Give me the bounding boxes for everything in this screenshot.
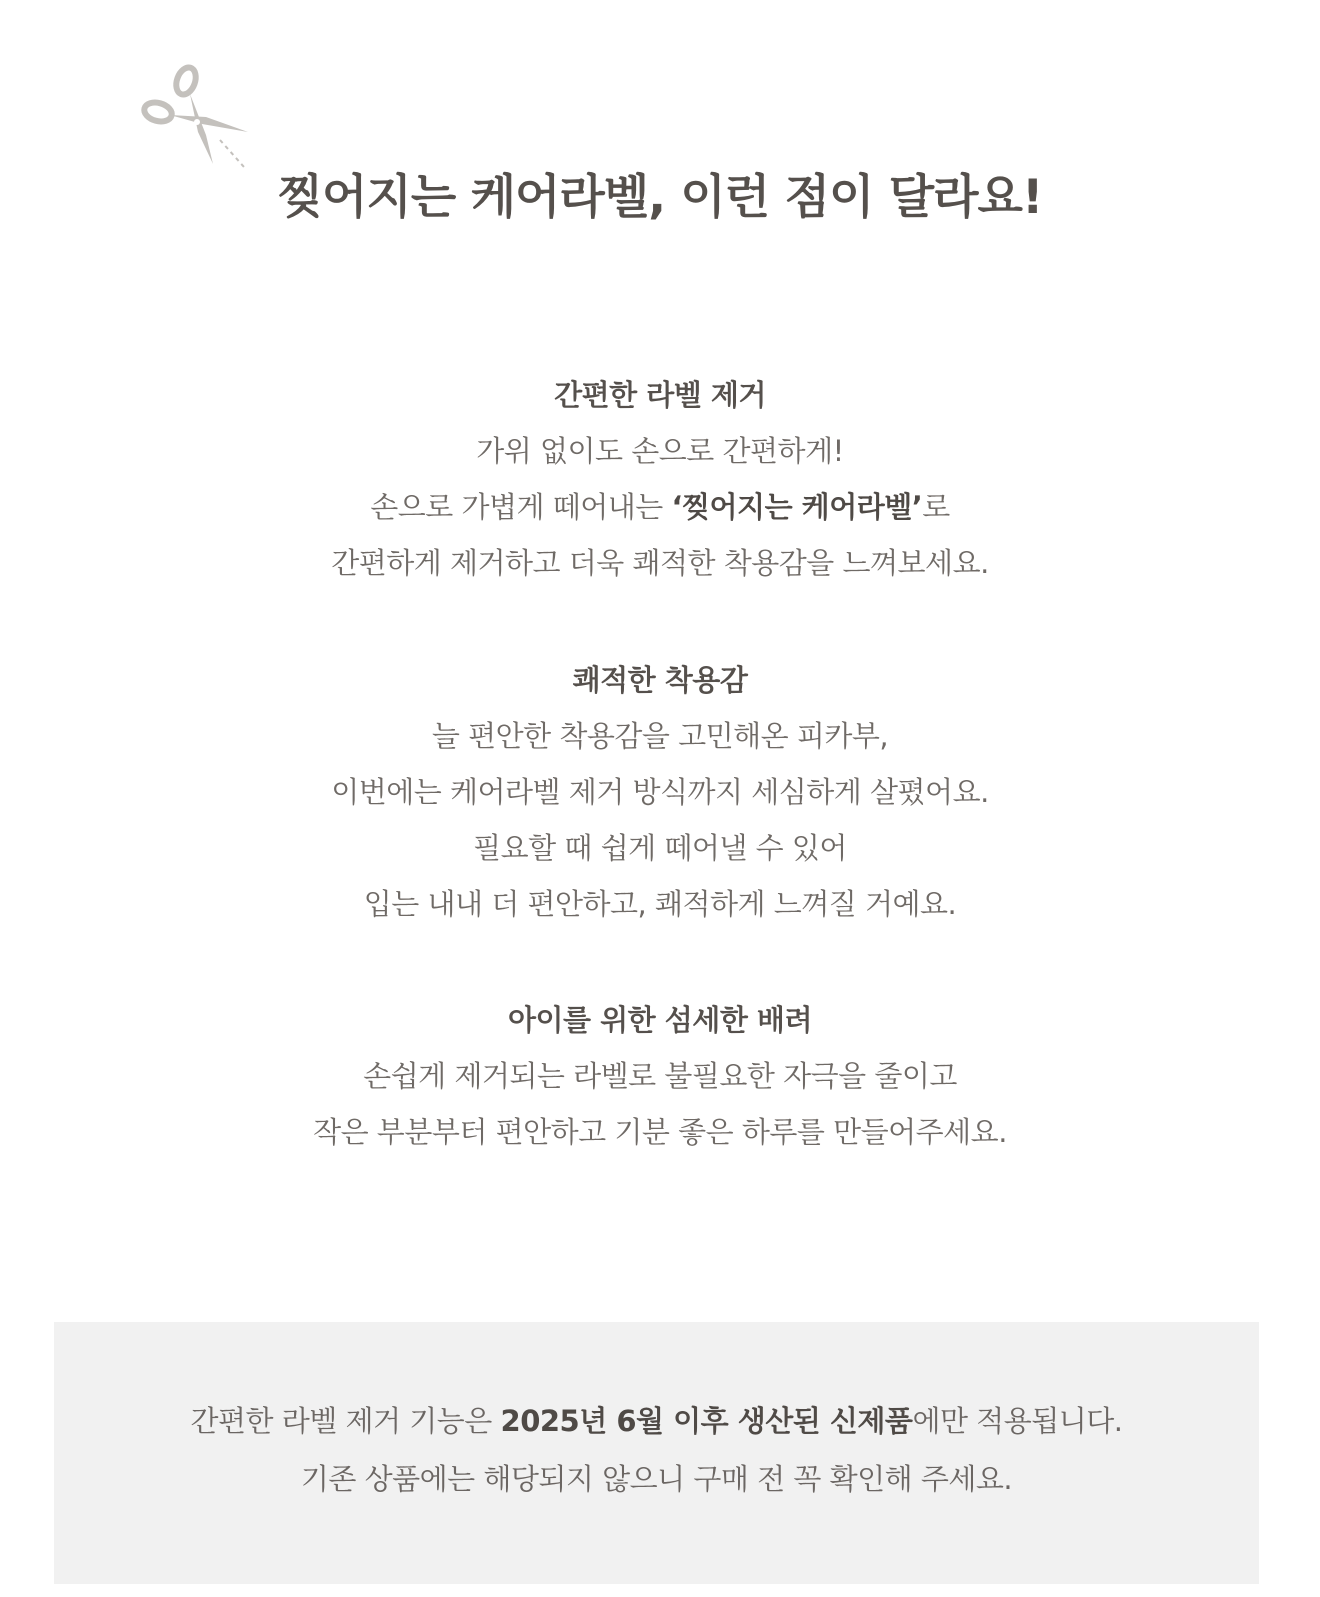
feature-easy-removal bbox=[0, 375, 1320, 583]
feature-line-text: 가위 없이도 손으로 간편하게! bbox=[476, 434, 844, 468]
feature-child-care bbox=[0, 1000, 1320, 1152]
notice-text: 에만 적용됩니다. bbox=[912, 1404, 1123, 1438]
notice-box bbox=[54, 1322, 1259, 1584]
feature-line bbox=[0, 1056, 1320, 1096]
feature-line bbox=[0, 716, 1320, 756]
feature-line-text: 늘 편안한 착용감을 고민해온 피카부, bbox=[431, 719, 889, 753]
notice-text: 기존 상품에는 해당되지 않으니 구매 전 꼭 확인해 주세요. bbox=[300, 1462, 1013, 1496]
feature-line bbox=[0, 828, 1320, 868]
feature-title: 쾌적한 착용감 bbox=[572, 663, 748, 697]
page-title: 찢어지는 케어라벨, 이런 점이 달라요! bbox=[277, 170, 1043, 225]
feature-line-text: 입는 내내 더 편안하고, 쾌적하게 느껴질 거예요. bbox=[363, 887, 957, 921]
feature-line bbox=[0, 543, 1320, 583]
notice-text: 간편한 라벨 제거 기능은 bbox=[190, 1404, 501, 1438]
feature-line-text: 간편하게 제거하고 더욱 쾌적한 착용감을 느껴보세요. bbox=[331, 546, 989, 580]
feature-line bbox=[0, 487, 1320, 527]
notice-line bbox=[54, 1458, 1259, 1500]
notice-emphasis: 2025년 6월 이후 생산된 신제품 bbox=[500, 1404, 913, 1438]
feature-line bbox=[0, 1112, 1320, 1152]
feature-line-text: 필요할 때 쉽게 떼어낼 수 있어 bbox=[473, 831, 847, 865]
feature-comfort bbox=[0, 660, 1320, 924]
feature-line-text: 손으로 가볍게 떼어내는 bbox=[370, 490, 672, 524]
feature-line bbox=[0, 884, 1320, 924]
feature-line-text: 로 bbox=[922, 490, 950, 524]
feature-line bbox=[0, 772, 1320, 812]
feature-line-text: 손쉽게 제거되는 라벨로 불필요한 자극을 줄이고 bbox=[363, 1059, 957, 1093]
feature-title: 아이를 위한 섬세한 배려 bbox=[508, 1003, 812, 1037]
feature-line-text: 작은 부분부터 편안하고 기분 좋은 하루를 만들어주세요. bbox=[313, 1115, 1007, 1149]
feature-line bbox=[0, 431, 1320, 471]
notice-line bbox=[54, 1400, 1259, 1442]
feature-title: 간편한 라벨 제거 bbox=[554, 378, 766, 412]
feature-line-emphasis: ‘찢어지는 케어라벨’ bbox=[671, 490, 923, 524]
scissors-icon bbox=[140, 60, 255, 175]
feature-line-text: 이번에는 케어라벨 제거 방식까지 세심하게 살폈어요. bbox=[331, 775, 989, 809]
